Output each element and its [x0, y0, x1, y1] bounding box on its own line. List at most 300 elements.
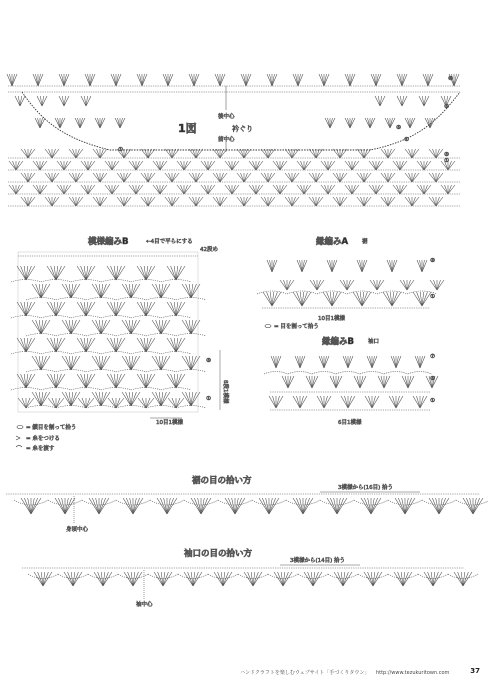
dc-stitch [410, 118, 413, 128]
dc-stitch [184, 185, 188, 194]
dc-stitch [350, 118, 355, 128]
dc-stitch [276, 396, 280, 408]
dc-stitch [80, 118, 85, 128]
dc-stitch [345, 74, 350, 86]
dc-stitch [436, 149, 440, 158]
dc-stitch [177, 161, 184, 170]
dc-stitch [361, 173, 365, 182]
dc-stitch [292, 149, 299, 158]
dc-stitch [364, 197, 371, 206]
dc-stitch [165, 173, 172, 182]
dc-stitch [153, 185, 160, 194]
dc-stitch [109, 161, 113, 170]
dc-stitch [208, 185, 215, 194]
dc-stitch [229, 161, 233, 170]
dc-stitch [347, 280, 351, 290]
dc-stitch [348, 74, 351, 86]
dc-stitch [273, 161, 280, 170]
dc-stitch [80, 118, 83, 128]
f1-row-mark: ⑤ [444, 104, 449, 110]
dc-stitch [306, 376, 312, 388]
edgeA-sub: 裾 [362, 239, 368, 245]
dc-stitch [376, 161, 383, 170]
dc-stitch [412, 149, 419, 158]
dc-stitch [433, 149, 437, 158]
dc-stitch [228, 498, 235, 514]
dc-stitch [33, 74, 38, 86]
dc-stitch [381, 173, 388, 182]
dc-stitch [37, 161, 41, 170]
dc-stitch [167, 498, 174, 514]
pass-thread-icon [16, 446, 22, 448]
dc-stitch [100, 149, 107, 158]
dc-stitch [60, 118, 63, 128]
dc-stitch [385, 149, 389, 158]
dc-stitch [64, 185, 68, 194]
dc-stitch [268, 197, 275, 206]
dc-stitch [270, 260, 273, 272]
dc-stitch [138, 398, 146, 408]
dc-stitch [28, 149, 32, 158]
dc-stitch [21, 149, 28, 158]
dc-stitch [352, 161, 356, 170]
dc-stitch [237, 173, 244, 182]
dc-stitch [267, 74, 272, 86]
dc-stitch [268, 173, 275, 182]
dc-stitch [410, 118, 415, 128]
dc-stitch [168, 74, 173, 86]
dc-stitch [142, 74, 147, 86]
dc-stitch [28, 197, 32, 206]
dc-stitch [69, 197, 76, 206]
dc-stitch [420, 356, 425, 368]
dc-stitch [120, 118, 123, 128]
dc-stitch [424, 161, 428, 170]
dc-stitch [296, 498, 303, 514]
dc-stitch [244, 173, 251, 182]
dc-stitch [126, 498, 133, 514]
dc-stitch [64, 74, 67, 86]
dc-stitch [52, 173, 56, 182]
dc-stitch [98, 118, 101, 128]
dc-stitch [280, 185, 284, 194]
dc-stitch [297, 185, 304, 194]
dc-stitch [244, 197, 248, 206]
dc-stitch [348, 118, 351, 128]
dc-stitch [196, 173, 203, 182]
patternB-title: 模様編みB [88, 237, 129, 247]
dc-stitch [422, 260, 427, 272]
dc-stitch [405, 197, 412, 206]
dc-stitch [184, 185, 191, 194]
back-center-label: 後中心 [218, 114, 235, 120]
dc-stitch [337, 173, 341, 182]
dc-stitch [100, 118, 105, 128]
dc-stitch [372, 396, 379, 408]
dc-stitch [40, 161, 44, 170]
dc-stitch [330, 118, 333, 128]
dc-stitch [381, 376, 384, 388]
dc-stitch [426, 74, 429, 86]
dc-stitch [220, 197, 224, 206]
dc-stitch [407, 280, 411, 290]
dc-stitch [117, 173, 124, 182]
dc-stitch [287, 280, 294, 290]
dc-stitch [400, 161, 404, 170]
dc-stitch [372, 356, 375, 368]
chain-arc [88, 574, 118, 579]
edgeB-stitch-rows [264, 356, 438, 410]
dc-stitch [133, 498, 140, 514]
dc-stitch [357, 197, 364, 206]
edgeA-chart [257, 236, 444, 330]
dc-stitch [317, 396, 324, 408]
dc-stitch [313, 197, 317, 206]
dc-stitch [357, 260, 362, 272]
chain-arc [118, 574, 148, 579]
dc-stitch [40, 161, 47, 170]
dc-stitch [75, 118, 80, 128]
dc-stitch [364, 173, 371, 182]
chain-arc [148, 574, 178, 579]
chain-arc [317, 291, 347, 294]
dc-stitch [328, 161, 335, 170]
legend [16, 423, 76, 452]
dc-stitch [370, 118, 373, 128]
dc-stitch [274, 356, 277, 368]
dc-stitch [49, 197, 53, 206]
dc-stitch [81, 185, 88, 194]
dc-stitch [100, 173, 107, 182]
dc-stitch [276, 396, 283, 408]
dc-stitch [137, 74, 142, 86]
dc-stitch [114, 74, 117, 86]
dc-stitch [9, 185, 16, 194]
dc-stitch [285, 197, 292, 206]
dc-stitch [40, 118, 45, 128]
dc-stitch [196, 197, 203, 206]
dc-stitch [292, 197, 299, 206]
dc-stitch [433, 197, 437, 206]
edgeB-bottom: 6目1模様 [338, 420, 362, 426]
dc-stitch [157, 161, 161, 170]
dc-stitch [373, 161, 377, 170]
dc-stitch [412, 197, 416, 206]
dc-stitch [37, 185, 41, 194]
dc-stitch [225, 161, 232, 170]
dc-stitch [303, 498, 310, 514]
neckline-label: 衿ぐり [232, 125, 253, 133]
dc-stitch [448, 185, 452, 194]
dc-stitch [402, 376, 408, 388]
dc-stitch [142, 74, 145, 86]
chain-arc [264, 372, 288, 375]
dc-stitch [86, 398, 90, 408]
dc-stitch [172, 398, 176, 408]
dc-stitch [168, 74, 171, 86]
chain-arc [448, 574, 478, 579]
dc-stitch [62, 74, 65, 86]
chain-arc [377, 291, 407, 294]
dc-stitch [58, 118, 61, 128]
dc-stitch [385, 197, 389, 206]
dc-stitch [397, 74, 402, 86]
dc-stitch [417, 396, 421, 408]
dc-stitch [225, 185, 232, 194]
dc-stitch [328, 161, 332, 170]
dc-stitch [241, 197, 245, 206]
dc-stitch [384, 376, 387, 388]
dc-stitch [417, 260, 422, 272]
dc-stitch [362, 260, 365, 272]
edgeB-chart [264, 336, 438, 426]
dc-stitch [387, 260, 392, 272]
dc-stitch [324, 356, 329, 368]
front-center-label: 前中心 [218, 137, 235, 143]
dc-stitch [304, 161, 311, 170]
dc-stitch [330, 118, 335, 128]
dc-stitch [109, 185, 113, 194]
dc-stitch [112, 161, 119, 170]
dc-stitch [432, 498, 439, 514]
dc-stitch [28, 173, 32, 182]
edgeA-mark: ① [430, 294, 435, 300]
dc-stitch [292, 197, 296, 206]
chain-arc [408, 372, 432, 375]
dc-stitch [317, 280, 324, 290]
dc-stitch [136, 185, 143, 194]
dc-stitch [436, 197, 443, 206]
dc-stitch [193, 197, 197, 206]
dc-stitch [146, 398, 150, 408]
edgeB-title: 縁編みB [322, 337, 354, 347]
dc-stitch [396, 356, 401, 368]
patternB-row42: 42段め [200, 247, 218, 253]
dc-stitch [393, 161, 400, 170]
dc-stitch [21, 197, 28, 206]
dc-stitch [145, 173, 149, 182]
dc-stitch [369, 161, 376, 170]
dc-stitch [76, 197, 83, 206]
dc-stitch [280, 161, 287, 170]
dc-stitch [181, 185, 185, 194]
dc-stitch [421, 185, 425, 194]
dc-stitch [261, 197, 268, 206]
dc-stitch [389, 396, 396, 408]
dc-stitch [420, 260, 423, 272]
chain-arc [28, 574, 58, 579]
dc-stitch [100, 149, 104, 158]
dc-stitch [288, 376, 294, 388]
dc-stitch [364, 173, 368, 182]
dc-stitch [18, 398, 26, 408]
dc-stitch [16, 185, 20, 194]
dc-stitch [208, 161, 212, 170]
dc-stitch [345, 185, 352, 194]
dc-stitch [172, 197, 179, 206]
dc-stitch [285, 376, 288, 388]
footer-site: ハンドクラフトを楽しむウェブサイト「手づくりタウン」 [240, 670, 370, 676]
edgeA-title: 縁編みA [316, 237, 349, 247]
dc-stitch [189, 74, 194, 86]
chain-arc [298, 574, 328, 579]
dc-stitch [269, 498, 276, 514]
dc-stitch [298, 74, 301, 86]
dc-stitch [217, 197, 221, 206]
dc-stitch [93, 197, 100, 206]
dc-stitch [304, 185, 311, 194]
dc-stitch [40, 118, 43, 128]
dc-stitch [112, 398, 116, 408]
dc-stitch [344, 280, 348, 290]
edgeB-mark: ⑦ [430, 354, 435, 360]
dc-stitch [330, 260, 333, 272]
dc-stitch [392, 260, 397, 272]
dc-stitch [220, 74, 225, 86]
dc-stitch [412, 173, 419, 182]
dc-stitch [85, 161, 89, 170]
dc-stitch [321, 185, 328, 194]
dc-stitch [390, 118, 393, 128]
dc-stitch [374, 280, 378, 290]
dc-stitch [256, 185, 260, 194]
dc-stitch [105, 161, 112, 170]
dc-stitch [76, 173, 80, 182]
dc-stitch [376, 161, 380, 170]
dc-stitch [330, 376, 336, 388]
dc-stitch [205, 185, 209, 194]
dc-stitch [343, 356, 348, 368]
dc-stitch [196, 197, 200, 206]
dc-stitch [235, 498, 242, 514]
dc-stitch [148, 173, 155, 182]
dc-stitch [256, 185, 263, 194]
dc-stitch [157, 185, 161, 194]
dc-stitch [100, 118, 103, 128]
dc-stitch [97, 197, 101, 206]
dc-stitch [345, 396, 349, 408]
dc-stitch [88, 185, 92, 194]
dc-stitch [121, 197, 125, 206]
dc-stitch [418, 356, 421, 368]
dc-stitch [136, 161, 143, 170]
dc-stitch [357, 376, 360, 388]
dc-stitch [284, 280, 288, 290]
dc-stitch [237, 197, 244, 206]
chain-arc [287, 291, 317, 294]
dc-stitch [267, 260, 272, 272]
chain-arc [336, 372, 360, 375]
dc-stitch [328, 185, 332, 194]
dc-stitch [362, 260, 367, 272]
chain-arc [347, 291, 377, 294]
dc-stitch [100, 197, 104, 206]
dc-stitch [409, 149, 413, 158]
cuff-title: 袖口の目の拾い方 [184, 549, 253, 559]
dc-stitch [436, 173, 440, 182]
dc-stitch [376, 74, 381, 86]
dc-stitch [95, 118, 100, 128]
footer [240, 669, 480, 676]
dc-stitch [82, 398, 86, 408]
cuff-pickup-chart [22, 548, 478, 608]
dc-stitch [340, 280, 347, 290]
dc-stitch [340, 197, 347, 206]
edgeB-mark: ⑤ [430, 376, 435, 382]
dc-stitch [100, 173, 104, 182]
dc-stitch [136, 185, 140, 194]
f1-row-mark: ⑤ [444, 152, 449, 158]
dc-stitch [189, 173, 196, 182]
dc-stitch [324, 74, 327, 86]
dc-stitch [321, 161, 328, 170]
edgeA-mark: ⑤ [430, 258, 435, 264]
dc-stitch [81, 161, 88, 170]
dc-stitch [404, 280, 408, 290]
dc-stitch [402, 74, 405, 86]
dc-stitch [64, 161, 71, 170]
dc-stitch [430, 280, 437, 290]
dc-stitch [9, 161, 16, 170]
footer-url[interactable]: http://www.tezukuritown.com [375, 670, 450, 676]
dc-stitch [348, 396, 355, 408]
dc-stitch [168, 398, 176, 408]
dc-stitch [328, 185, 335, 194]
dc-stitch [285, 173, 292, 182]
dc-stitch [297, 260, 302, 272]
dc-stitch [319, 356, 324, 368]
dc-stitch [407, 280, 414, 290]
dc-stitch [445, 185, 449, 194]
hem-title: 裾の目の拾い方 [192, 476, 252, 486]
dc-stitch [433, 173, 437, 182]
dc-stitch [405, 118, 410, 128]
dc-stitch [437, 280, 441, 290]
dc-stitch [316, 173, 320, 182]
dc-stitch [165, 149, 172, 158]
dc-stitch [277, 185, 281, 194]
chain-arc [388, 574, 418, 579]
dc-stitch [256, 161, 260, 170]
dc-stitch [208, 161, 215, 170]
dc-stitch [420, 356, 423, 368]
dc-stitch [160, 498, 167, 514]
dc-stitch [189, 149, 196, 158]
dc-stitch [304, 161, 308, 170]
dc-stitch [116, 398, 120, 408]
dc-stitch [400, 185, 407, 194]
dc-stitch [417, 185, 424, 194]
dc-stitch [429, 173, 436, 182]
dc-stitch [428, 74, 431, 86]
dc-stitch [300, 396, 304, 408]
f1-row-mark: ① [444, 158, 449, 164]
dc-stitch [316, 197, 323, 206]
dc-stitch [52, 149, 59, 158]
dc-stitch [349, 185, 353, 194]
dc-stitch [24, 498, 31, 514]
dc-stitch [372, 356, 377, 368]
dc-stitch [325, 118, 330, 128]
dc-stitch [280, 280, 287, 290]
dc-stitch [38, 74, 43, 86]
dc-stitch [300, 356, 303, 368]
dc-stitch [22, 398, 26, 408]
dc-stitch [160, 161, 167, 170]
figure1-chart [7, 74, 460, 206]
dc-stitch [316, 173, 323, 182]
dc-stitch [64, 74, 69, 86]
